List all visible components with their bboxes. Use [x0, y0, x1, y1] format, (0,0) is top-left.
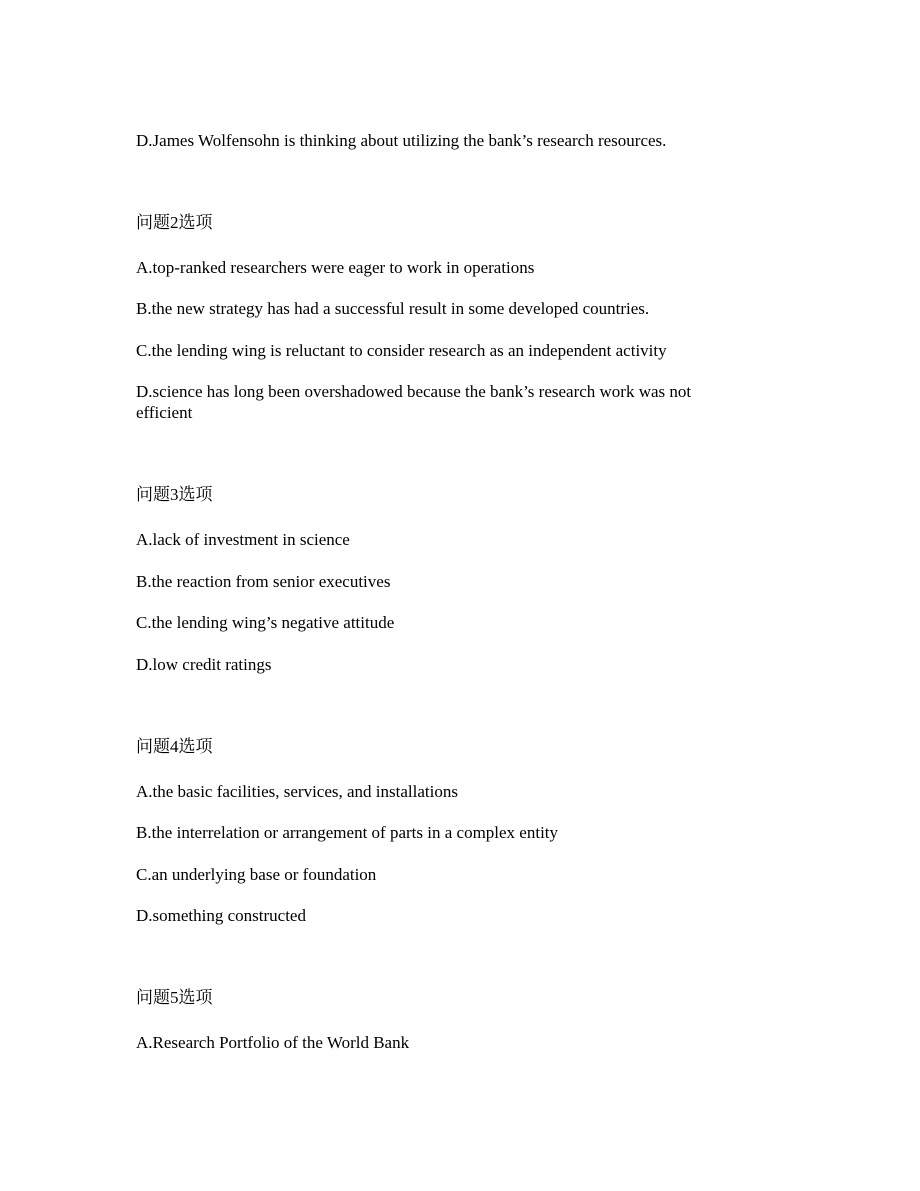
q3-option-d: D.low credit ratings [136, 655, 272, 674]
q4-option-a: A.the basic facilities, services, and installations [136, 782, 458, 801]
q4-option-d: D.something constructed [136, 906, 306, 925]
q5-option-a: A.Research Portfolio of the World Bank [136, 1033, 410, 1052]
q2-option-a: A.top-ranked researchers were eager to work in operations [136, 258, 535, 277]
q4-heading: 问题4选项 [136, 737, 213, 756]
q3-heading: 问题3选项 [136, 485, 213, 504]
q1-option-d: D.James Wolfensohn is thinking about utilizing the bank’s research resources. [136, 131, 667, 150]
q2-option-d: D.science has long been overshadowed because the bank’s research work was not efficient [136, 382, 692, 422]
q5-heading: 问题5选项 [136, 988, 213, 1007]
q2-heading: 问题2选项 [136, 213, 213, 232]
q2-option-b: B.the new strategy has had a successful result in some developed countries. [136, 299, 650, 318]
q4-option-b: B.the interrelation or arrangement of parts in a complex entity [136, 823, 559, 842]
q3-option-b: B.the reaction from senior executives [136, 572, 391, 591]
q4-option-c: C.an underlying base or foundation [136, 865, 377, 884]
q3-option-c: C.the lending wing’s negative attitude [136, 613, 395, 632]
q3-option-a: A.lack of investment in science [136, 530, 350, 549]
q2-option-c: C.the lending wing is reluctant to consider research as an independent activity [136, 341, 667, 360]
